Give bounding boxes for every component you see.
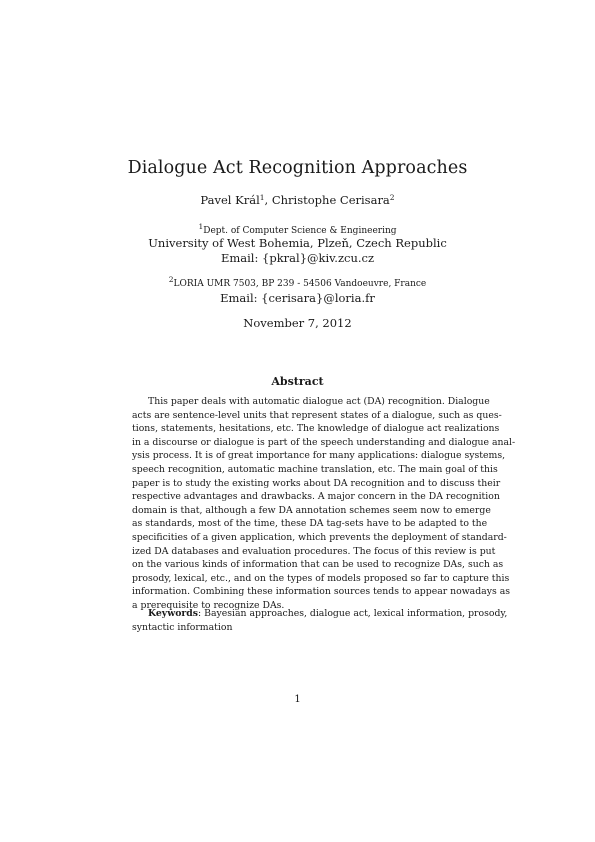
affiliation-institution: University of West Bohemia, Plzeň, Czech Republic [148,236,447,250]
affiliation-email: Email: {cerisara}@loria.fr [220,291,375,305]
keywords-line: syntactic information [132,621,233,633]
abstract-body [132,395,516,613]
abstract-line: specificities of a given application, which prevents the deployment of standard- [132,531,507,543]
affiliation-mark: 1 [198,222,204,231]
author-name: Christophe Cerisara [271,193,390,207]
abstract-line: information. Combining these information sources tends to appear nowadays as [132,586,511,598]
abstract-line: ized DA databases and evaluation procedures. The focus of this review is put [132,545,496,557]
page-number: 1 [294,694,301,705]
abstract-line: prosody, lexical, etc., and on the types of models proposed so far to capture this [132,572,510,584]
abstract-line: as standards, most of the time, these DA tag-sets have to be adapted to the [132,518,488,530]
abstract-line: respective advantages and drawbacks. A major concern in the DA recognition [132,491,500,503]
keywords-text: : Bayesian approaches, dialogue act, lexical information, prosody, [198,608,508,619]
keywords-block [132,607,508,634]
abstract-line: domain is that, although a few DA annotation schemes seem now to emerge [132,504,491,516]
abstract-line: speech recognition, automatic machine translation, etc. The main goal of this [132,463,498,475]
affiliation-dept: $^2$LORIA UMR 7503, BP 239 - 54506 Vandoeuvre, France [168,275,427,289]
paper-date: November 7, 2012 [243,316,352,330]
paper-title: Dialogue Act Recognition Approaches [127,158,468,178]
author-list [0,193,595,207]
affiliation-mark: 1 [259,193,265,202]
affiliation-dept: $^1$Dept. of Computer Science & Engineering [198,222,397,236]
affiliation-mark: 2 [168,275,174,284]
author-name: Pavel Král [200,193,260,207]
abstract-line: tions, statements, hesitations, etc. The knowledge of dialogue act realizations [132,423,500,435]
author-separator: , [264,193,272,207]
abstract-line: a prerequisite to recognize DAs. [132,599,285,611]
keywords-label: Keywords [148,608,199,619]
abstract-line: paper is to study the existing works about DA recognition and to discuss their [132,477,501,489]
abstract-heading: Abstract [271,375,324,388]
abstract-line: in a discourse or dialogue is part of the speech understanding and dialogue anal- [132,436,516,448]
affiliation-email: Email: {pkral}@kiv.zcu.cz [220,251,375,265]
affiliation-mark: 2 [389,193,395,202]
abstract-line: acts are sentence-level units that represent states of a dialogue, such as ques- [132,409,502,421]
abstract-line: This paper deals with automatic dialogue act (DA) recognition. Dialogue [148,396,490,407]
abstract-line: ysis process. It is of great importance for many applications: dialogue systems, [132,450,506,462]
keywords-line [132,607,508,621]
abstract-line: on the various kinds of information that can be used to recognize DAs, such as [132,559,504,571]
